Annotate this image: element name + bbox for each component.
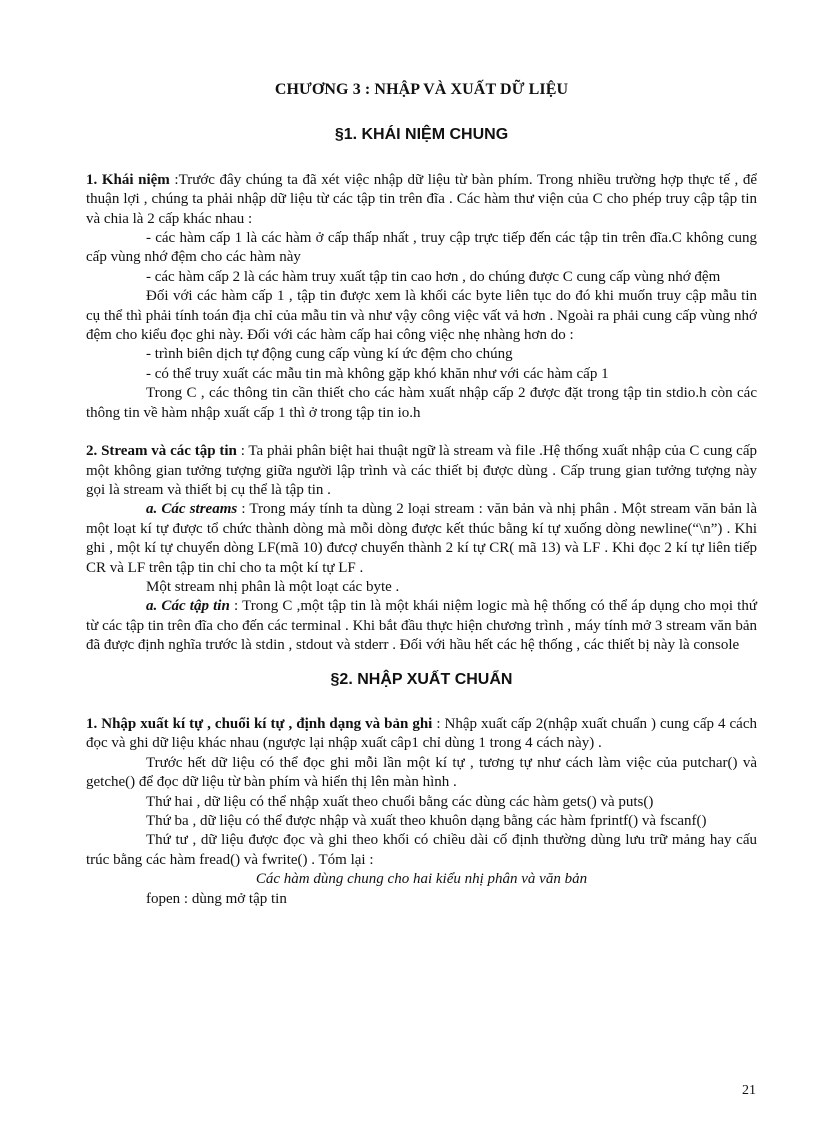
section-2-title: §2. NHẬP XUẤT CHUẨN bbox=[330, 670, 513, 688]
paragraph: - có thể truy xuất các mẫu tin mà không gặp khó khăn như với các hàm cấp 1 bbox=[146, 365, 609, 382]
paragraph-khai-niem bbox=[86, 171, 757, 229]
paragraph: fopen : dùng mở tập tin bbox=[146, 890, 287, 907]
paragraph: Một stream nhị phân là một loạt các byte . bbox=[146, 578, 400, 595]
paragraph-stream bbox=[86, 442, 757, 500]
paragraph-label: 2. Stream và các tập tin bbox=[86, 443, 237, 460]
paragraph: - các hàm cấp 1 là các hàm ở cấp thấp nhất , truy cập trực tiếp đến các tập tin trên đĩa.C không cung cấp vùng nhớ đệm cho các hàm này bbox=[86, 230, 757, 266]
paragraph-nhap-xuat bbox=[86, 715, 757, 754]
paragraph-label: a. Các tập tin bbox=[146, 598, 230, 615]
paragraph-label: a. Các streams bbox=[146, 501, 238, 518]
paragraph: Đối với các hàm cấp 1 , tập tin được xem là khối các byte liên tục do đó khi muốn truy cập mẫu tin cụ thể thì phải tính toán địa chỉ của mẫu tin và như vậy công việc vất vả hơn . Ngoài ra phải cung cấp vùng nhớ đệm cho kiểu đọc ghi này. Đối với các hàm cấp hai công việc nhẹ nhàng hơn do : bbox=[86, 288, 757, 344]
paragraph-label: 1. Khái niệm bbox=[86, 171, 170, 188]
paragraph-text: :Trước đây chúng ta đã xét việc nhập dữ liệu từ bàn phím. Trong nhiều trường hợp thực tế , để thuận lợi , chúng ta phải nhập dữ liệu từ các tập tin trên đĩa . Các hàm thư viện của C cho phép truy cập tập tin và chia là 2 cấp khác nhau : bbox=[86, 171, 757, 227]
paragraph: Thứ tư , dữ liệu được đọc và ghi theo khối có chiều dài cố định thường dùng lưu trữ mảng hay cấu trúc bằng các hàm fread() và fwrite() . Tóm lại : bbox=[86, 832, 757, 868]
paragraph: Thứ ba , dữ liệu có thể được nhập và xuất theo khuôn dạng bằng các hàm fprintf() và fscanf() bbox=[146, 813, 707, 829]
page-number: 21 bbox=[742, 1083, 756, 1098]
paragraph-cac-tap-tin bbox=[86, 597, 757, 655]
spacer bbox=[86, 656, 757, 670]
paragraph-cac-streams bbox=[86, 500, 757, 578]
section-1-title: §1. KHÁI NIỆM CHUNG bbox=[334, 126, 509, 144]
paragraph-label: 1. Nhập xuất kí tự , chuổi kí tự , định dạng và bản ghi bbox=[86, 715, 433, 732]
paragraph: Trong C , các thông tin cần thiết cho các hàm xuất nhập cấp 2 được đặt trong tập tin stdio.h còn các thông tin về hàm nhập xuất cấp 1 thì ở trong tập tin io.h bbox=[86, 385, 757, 421]
paragraph-text: : Trong máy tính ta dùng 2 loại stream : văn bản và nhị phân . Một stream văn bản là một loạt kí tự được tổ chức thành dòng mà mỗi dòng được kết thúc bằng kí tự xuống dòng newline(“\n”) . Khi ghi , một kí tự chuyển dòng LF(mã 10) đưcợ chuyển thành 2 kí tự CR( mã 13) và LF . Khi đọc 2 kí tự liên tiếp CR và LF trên tập tin chỉ cho ta một kí tự LF . bbox=[86, 501, 757, 576]
chapter-title: CHƯƠNG 3 : NHẬP VÀ XUẤT DỮ LIỆU bbox=[274, 81, 569, 98]
paragraph-text: : Ta phải phân biệt hai thuật ngữ là stream và file .Hệ thống xuất nhập của C cung cấp một không gian tưởng tượng giữa người lập trình và các thiết bị được dùng . Cấp trung gian tưởng tượng này gọi là stream và thiết bị cụ thể là tập tin . bbox=[86, 443, 757, 498]
paragraph-text: : Trong C ,một tập tin là một khái niệm logic mà hệ thống có thể áp dụng cho mọi thứ từ các tập tin trên đĩa cho đến các terminal . Khi bắt đầu thực hiện chương trình , máy tính mở 3 stream văn bản đã được định nghĩa trước là stdin , stdout và stderr . Đối với hầu hết các hệ thống , các thiết bị này là console bbox=[86, 598, 757, 654]
paragraph: - trình biên dịch tự động cung cấp vùng kí ức đệm cho chúng bbox=[146, 346, 513, 363]
paragraph-text: : Nhập xuất cấp 2(nhập xuất chuẩn ) cung cấp 4 cách đọc và ghi dữ liệu khác nhau (ngược lại nhập xuất câp1 chỉ dùng 1 trong 4 cách này) . bbox=[86, 715, 757, 752]
page-content bbox=[86, 80, 757, 909]
paragraph: Thứ hai , dữ liệu có thể nhập xuất theo chuổi bằng các dùng các hàm gets() và puts() bbox=[146, 793, 654, 810]
paragraph: - các hàm cấp 2 là các hàm truy xuất tập tin cao hơn , do chúng được C cung cấp vùng nhớ đệm bbox=[146, 268, 721, 285]
italic-caption: Các hàm dùng chung cho hai kiểu nhị phân và văn bản bbox=[255, 871, 588, 888]
spacer bbox=[86, 423, 757, 442]
paragraph: Trước hết dữ liệu có thể đọc ghi mỗi lần một kí tự , tương tự như cách làm việc của putchar() và getche() để đọc dữ liệu từ bàn phím và hiển thị lên màn hình . bbox=[86, 754, 757, 791]
